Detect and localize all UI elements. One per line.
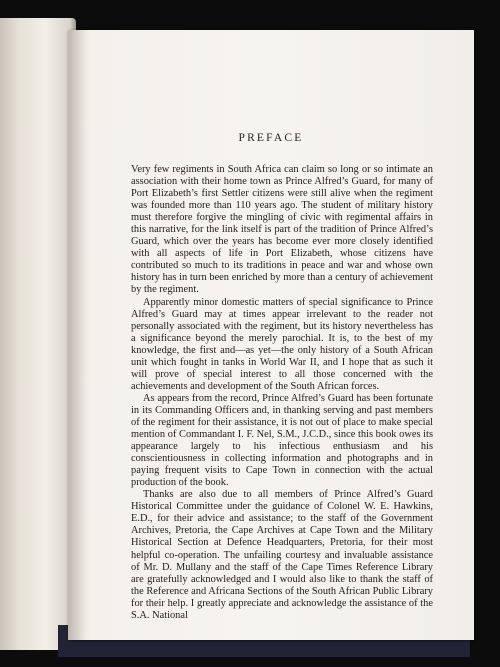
- paragraph: As appears from the record, Prince Alfred’s Guard has been fortunate in its Commanding Officers and, in thanking serving and past members of the regiment for their assistance, it is not out of place to make special mention of Commandant I. F. Nel, S.M., J.C.D., since this book owes its appearance largely to his infectious enthusiasm and his conscientiousness in collecting information and photographs and in paying frequent visits to Cape Town in connection with the actual production of the book.: [131, 392, 433, 489]
- gutter-shadow: [68, 30, 86, 640]
- paragraph: Thanks are also due to all members of Prince Alfred’s Guard Historical Committee under the guidance of Colonel W. E. Hawkins, E.D., for their advice and assistance; to the staff of the Government Archives, Pretoria, the Cape Archives at Cape Town and the Military Historical Section at Defence Headquarters, Pretoria, for their most helpful co-operation. The unfailing courtesy and invaluable assistance of Mr. D. Mullany and the staff of the Cape Times Reference Library are gratefully acknowledged and I would also like to thank the staff of the Reference and Africana Sections of the South African Public Library for their help. I greatly appreciate and acknowledge the assistance of the S.A. National: [131, 489, 433, 621]
- paragraph: Very few regiments in South Africa can claim so long or so intimate an association with their home town as Prince Alfred’s Guard, for many of Port Elizabeth’s first Settler citizens were still alive when the regiment was founded more than 110 years ago. The student of military history must therefore forgive the mingling of civic with regimental affairs in this narrative, for the link itself is part of the tradition of Prince Alfred’s Guard, which over the years has become ever more closely identified with all aspects of life in Port Elizabeth, whose citizens have contributed so much to its traditions in peace and war and whose own history has in turn been enriched by more than a century of achievement by the regiment.: [131, 164, 433, 296]
- book-page: [68, 30, 474, 640]
- page-heading: PREFACE: [238, 132, 304, 144]
- paragraph: Apparently minor domestic matters of special significance to Prince Alfred’s Guard may at times appear irrelevant to the reader not personally associated with the regiment, but its history nevertheless has a significance beyond the merely parochial. It is, to the best of my knowledge, the first and—as yet—the only history of a South African unit which fought in tanks in World War II, and I hope that as such it will prove of special interest to all those concerned with the achievements and development of the South African forces.: [131, 296, 433, 392]
- preface-body: [131, 164, 433, 622]
- book-spine: [0, 18, 76, 650]
